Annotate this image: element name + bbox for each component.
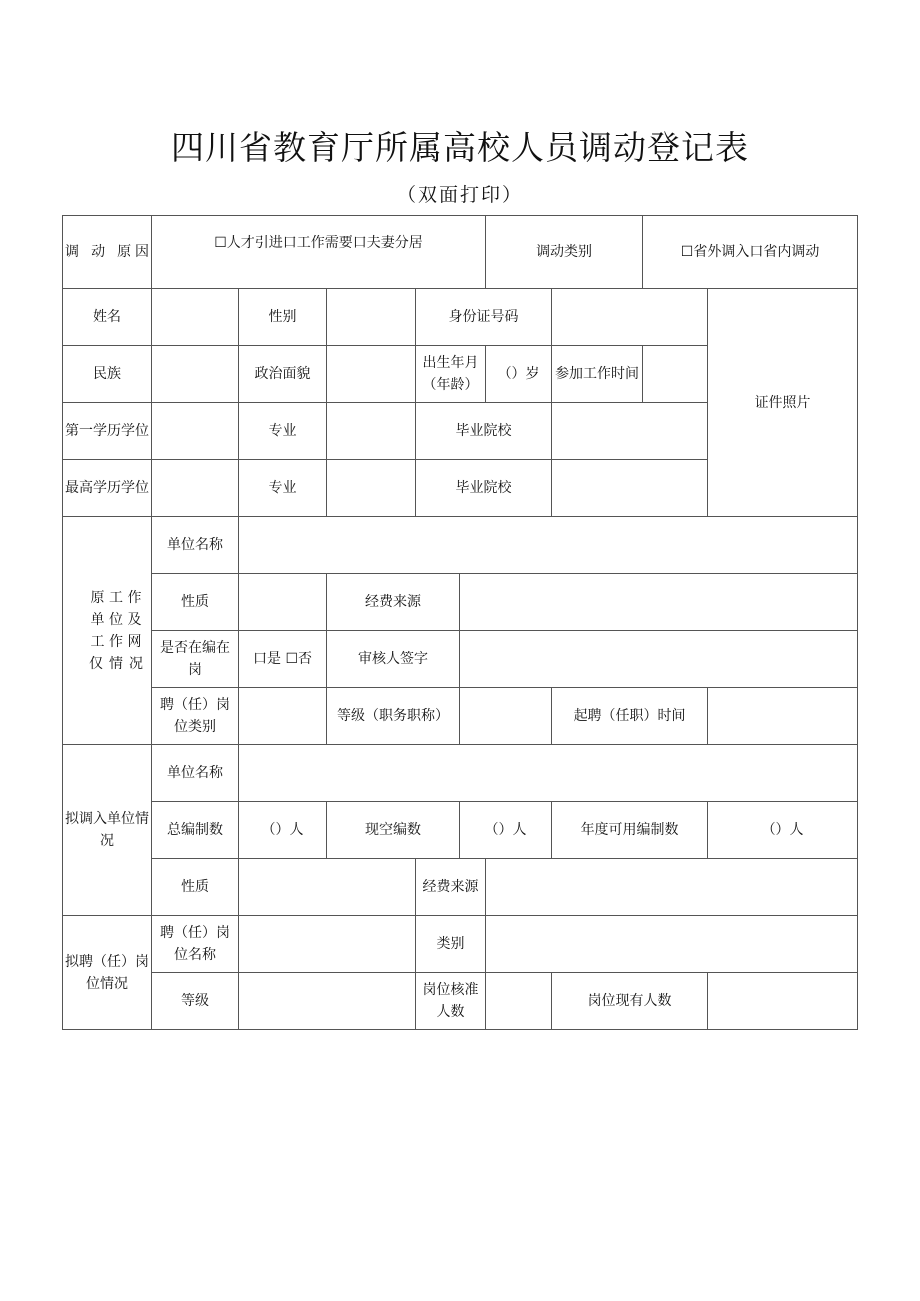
name-label: 姓名 bbox=[63, 289, 152, 346]
photo-box[interactable]: 证件照片 bbox=[708, 289, 858, 517]
orig-level-field[interactable] bbox=[460, 688, 552, 745]
annual-staff-label: 年度可用编制数 bbox=[552, 802, 708, 859]
major-label-1: 专业 bbox=[239, 403, 327, 460]
transfer-registration-form bbox=[62, 215, 858, 1030]
form-title: 四川省教育厅所属高校人员调动登记表 bbox=[171, 128, 749, 167]
reason-label: 调 动 原因 bbox=[63, 216, 152, 289]
orig-nature-label: 性质 bbox=[152, 574, 239, 631]
target-unit-name-label: 单位名称 bbox=[152, 745, 239, 802]
total-staff-label: 总编制数 bbox=[152, 802, 239, 859]
orig-reviewer-field[interactable] bbox=[460, 631, 858, 688]
school-field-1[interactable] bbox=[552, 403, 708, 460]
post-name-field[interactable] bbox=[239, 916, 416, 973]
school-label-1: 毕业院校 bbox=[416, 403, 552, 460]
post-section-label: 拟聘（任）岗位情况 bbox=[63, 916, 152, 1030]
orig-post-type-label: 聘（任）岗位类别 bbox=[152, 688, 239, 745]
first-degree-label: 第一学历学位 bbox=[63, 403, 152, 460]
orig-unit-name-label: 单位名称 bbox=[152, 517, 239, 574]
post-category-label: 类别 bbox=[416, 916, 486, 973]
name-field[interactable] bbox=[152, 289, 239, 346]
gender-label: 性别 bbox=[239, 289, 327, 346]
birth-label: 出生年月（年龄） bbox=[416, 346, 486, 403]
orig-post-type-field[interactable] bbox=[239, 688, 327, 745]
target-nature-label: 性质 bbox=[152, 859, 239, 916]
major-label-2: 专业 bbox=[239, 460, 327, 517]
annual-staff-field[interactable]: （）人 bbox=[708, 802, 858, 859]
orig-start-field[interactable] bbox=[708, 688, 858, 745]
print-note: （双面打印） bbox=[396, 184, 523, 206]
orig-section-label: 原 工 作 单 位 及 工 作 网 仅 情 况 bbox=[63, 517, 152, 745]
vacant-staff-label: 现空编数 bbox=[327, 802, 460, 859]
type-options[interactable]: ☐省外调入口省内调动 bbox=[643, 216, 858, 289]
orig-nature-field[interactable] bbox=[239, 574, 327, 631]
post-level-field[interactable] bbox=[239, 973, 416, 1030]
post-quota-label: 岗位核准人数 bbox=[416, 973, 486, 1030]
post-name-label: 聘（任）岗位名称 bbox=[152, 916, 239, 973]
work-start-label: 参加工作时间 bbox=[552, 346, 643, 403]
orig-funding-label: 经费来源 bbox=[327, 574, 460, 631]
id-label: 身份证号码 bbox=[416, 289, 552, 346]
orig-in-staff-label: 是否在编在岗 bbox=[152, 631, 239, 688]
orig-level-label: 等级（职务职称） bbox=[327, 688, 460, 745]
post-current-label: 岗位现有人数 bbox=[552, 973, 708, 1030]
school-field-2[interactable] bbox=[552, 460, 708, 517]
vacant-staff-field[interactable]: （）人 bbox=[460, 802, 552, 859]
reason-options[interactable]: ☐人才引进口工作需要口夫妻分居 bbox=[152, 216, 486, 289]
target-section-label: 拟调入单位情况 bbox=[63, 745, 152, 916]
id-field[interactable] bbox=[552, 289, 708, 346]
major-field-2[interactable] bbox=[327, 460, 416, 517]
orig-reviewer-label: 审核人签字 bbox=[327, 631, 460, 688]
orig-unit-name-field[interactable] bbox=[239, 517, 858, 574]
target-unit-name-field[interactable] bbox=[239, 745, 858, 802]
political-field[interactable] bbox=[327, 346, 416, 403]
highest-degree-field[interactable] bbox=[152, 460, 239, 517]
total-staff-field[interactable]: （）人 bbox=[239, 802, 327, 859]
post-current-field[interactable] bbox=[708, 973, 858, 1030]
post-quota-field[interactable] bbox=[486, 973, 552, 1030]
highest-degree-label: 最高学历学位 bbox=[63, 460, 152, 517]
first-degree-field[interactable] bbox=[152, 403, 239, 460]
school-label-2: 毕业院校 bbox=[416, 460, 552, 517]
target-funding-field[interactable] bbox=[486, 859, 858, 916]
target-nature-field[interactable] bbox=[239, 859, 416, 916]
ethnicity-field[interactable] bbox=[152, 346, 239, 403]
ethnicity-label: 民族 bbox=[63, 346, 152, 403]
orig-funding-field[interactable] bbox=[460, 574, 858, 631]
work-start-field[interactable] bbox=[643, 346, 708, 403]
orig-in-staff-options[interactable]: 口是 ☐否 bbox=[239, 631, 327, 688]
post-level-label: 等级 bbox=[152, 973, 239, 1030]
post-category-field[interactable] bbox=[486, 916, 858, 973]
major-field-1[interactable] bbox=[327, 403, 416, 460]
orig-start-label: 起聘（任职）时间 bbox=[552, 688, 708, 745]
type-label: 调动类别 bbox=[486, 216, 643, 289]
age-field[interactable]: （）岁 bbox=[486, 346, 552, 403]
gender-field[interactable] bbox=[327, 289, 416, 346]
political-label: 政治面貌 bbox=[239, 346, 327, 403]
target-funding-label: 经费来源 bbox=[416, 859, 486, 916]
